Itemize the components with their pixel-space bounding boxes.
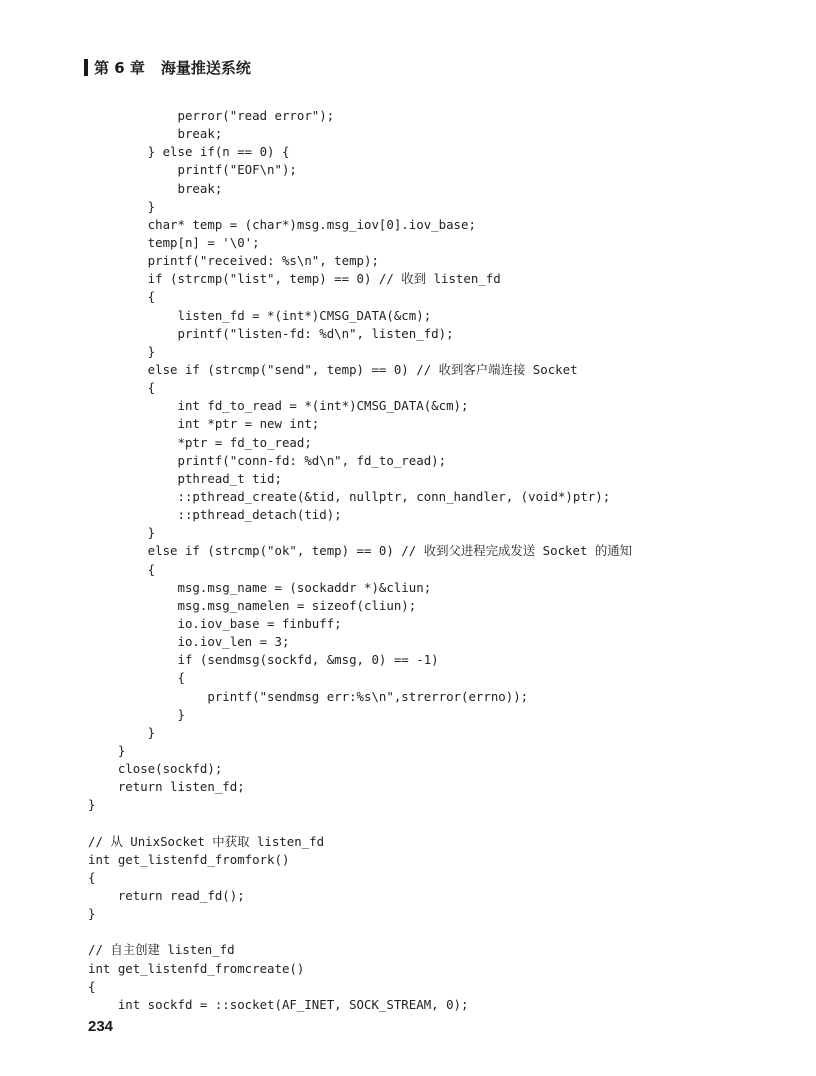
code-line: printf("conn-fd: %d\n", fd_to_read); [88,452,447,468]
code-line: int get_listenfd_fromcreate() [88,960,305,976]
code-line: // 自主创建 listen_fd [88,942,235,958]
code-line: { [88,289,156,305]
code-line: { [88,380,156,396]
code-line: temp[n] = '\0'; [88,234,260,250]
code-line: ::pthread_create(&tid, nullptr, conn_handler, (void*)ptr); [88,488,611,504]
code-line: io.iov_base = finbuff; [88,615,342,631]
code-line: ::pthread_detach(tid); [88,507,342,523]
code-line: close(sockfd); [88,761,223,777]
code-line: { [88,561,156,577]
code-line: msg.msg_namelen = sizeof(cliun); [88,597,417,613]
code-line: if (sendmsg(sockfd, &msg, 0) == -1) [88,652,439,668]
code-line: pthread_t tid; [88,470,282,486]
page-number: 234 [88,1018,114,1035]
code-line: // 从 UnixSocket 中获取 listen_fd [88,833,325,849]
code-line: } [88,198,156,214]
code-line: } [88,724,156,740]
code-line: } [88,906,96,922]
code-line: else if (strcmp("ok", temp) == 0) // 收到父进程完成发送 Socket 的通知 [88,543,633,559]
code-line [88,923,632,941]
code-line: if (strcmp("list", temp) == 0) // 收到 listen_fd [88,271,501,287]
code-line: } [88,343,156,359]
code-line: int fd_to_read = *(int*)CMSG_DATA(&cm); [88,398,469,414]
header-bar-mark [84,59,88,76]
code-line: int sockfd = ::socket(AF_INET, SOCK_STREAM, 0); [88,996,469,1012]
code-line: break; [88,180,223,196]
code-line: *ptr = fd_to_read; [88,434,312,450]
code-line: msg.msg_name = (sockaddr *)&cliun; [88,579,432,595]
code-line: int get_listenfd_fromfork() [88,851,290,867]
code-line: listen_fd = *(int*)CMSG_DATA(&cm); [88,307,432,323]
code-line: return listen_fd; [88,779,245,795]
code-line: } [88,525,156,541]
chapter-label: 第 6 章 [94,58,145,77]
code-line: { [88,869,96,885]
code-line: printf("listen-fd: %d\n", listen_fd); [88,325,454,341]
code-line: else if (strcmp("send", temp) == 0) // 收到客户端连接 Socket [88,361,578,377]
code-line: perror("read error"); [88,108,335,123]
code-line: } [88,706,185,722]
code-line: } [88,797,96,813]
code-line: char* temp = (char*)msg.msg_iov[0].iov_base; [88,216,476,232]
code-line: } else if(n == 0) { [88,144,290,160]
chapter-title: 海量推送系统 [160,58,251,77]
code-line: break; [88,126,223,142]
code-line [88,814,632,832]
running-header [84,54,251,80]
code-line: io.iov_len = 3; [88,634,290,650]
code-line: { [88,670,185,686]
code-line: { [88,978,96,994]
code-line: return read_fd(); [88,888,245,904]
code-line: printf("sendmsg err:%s\n",strerror(errno)); [88,688,529,704]
code-line: printf("EOF\n"); [88,162,297,178]
code-line: printf("received: %s\n", temp); [88,253,379,269]
code-listing [88,107,632,1014]
code-line: } [88,742,126,758]
code-line: int *ptr = new int; [88,416,320,432]
